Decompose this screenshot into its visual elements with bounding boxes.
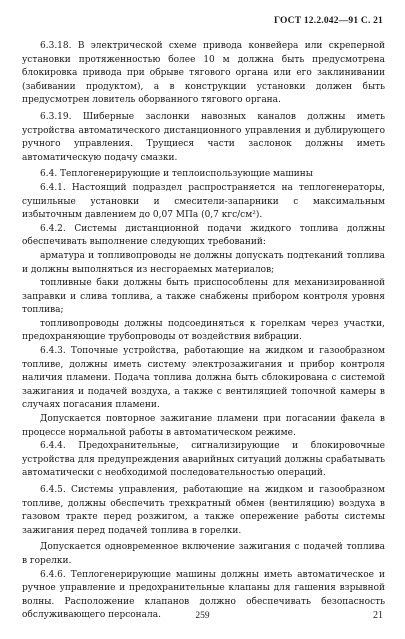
paragraph-reignition: Допускается повторное зажигание пламени при погасании факела в процессе нормальной работы в автоматическом режиме. — [22, 414, 385, 438]
sheet-number: 21 — [373, 610, 383, 621]
list-item-pipes: топливопроводы должны подсоединяться к горелкам через участки, предохраняющие трубопроводы от воздействия вибрации. — [22, 318, 385, 343]
paragraph-6-3-18: 6.3.18. В электрической схеме привода конвейера или скреперной установки протяженностью более 10 м должна быть предусмотрена блокировка привода при обрыве тягового органа или его заклинивании (забивании продуктом), а в конструкции установки должен быть предусмотрен ловитель оборванного тягового органа. — [22, 41, 385, 106]
paragraph-6-4-5: 6.4.5. Системы управления, работающие на жидком и газообразном топливе, должны обеспечить трехкратный обмен (вентиляцию) воздуха в газовом тракте перед розжигом, а также опережение работы системы зажигания перед подачей топлива в горелки. — [22, 485, 385, 536]
running-head: ГОСТ 12.2.042—91 С. 21 — [273, 16, 383, 26]
paragraph-6-4-4: 6.4.4. Предохранительные, сигнализирующие и блокировочные устройства для предупреждения аварийных ситуаций должны срабатывать автоматически с необходимой последовательностью операций. — [22, 441, 385, 479]
list-item-tanks: топливные баки должны быть приспособлены для механизированной заправки и слива топлива, а также снабжены прибором контроля уровня топлива; — [22, 278, 385, 316]
paragraph-simultaneous: Допускается одновременное включение зажигания с подачей топлива в горелки. — [22, 542, 385, 566]
paragraph-6-4-2: 6.4.2. Системы дистанционной подачи жидкого топлива должны обеспечивать выполнение следующих требований: — [22, 223, 385, 248]
paragraph-6-4-3: 6.4.3. Топочные устройства, работающие на жидком и газообразном топливе, должны иметь систему электрозажигания и прибор контроля наличия пламени. Подача топлива должна быть сблокирована с системой зажигания и подачей воздуха, а также с вентиляцией топочной камеры в случаях погасания пламени. — [22, 346, 385, 411]
paragraph-6-4-6: 6.4.6. Теплогенерирующие машины должны иметь автоматическое и ручное управление и предохранительные клапаны для гашения взрывной волны. Расположение клапанов должно обеспечивать безопасность обслуживающего персонала. — [22, 569, 385, 621]
document-body — [22, 40, 385, 623]
page-number: 259 — [195, 611, 210, 621]
section-heading-6-4: 6.4. Теплогенерирующие и теплоиспользующие машины — [40, 169, 313, 180]
paragraph-6-3-19: 6.3.19. Шиберные заслонки навозных каналов должны иметь устройства автоматического дистанционного управления и дублирующего ручного управления. Трущиеся части заслонок должны иметь автоматическую подачу смазки. — [22, 111, 385, 163]
paragraph-6-4-1: 6.4.1. Настоящий подраздел распространяется на теплогенераторы, сушильные установки и смесители-запарники с максимальным избыточным давлением до 0,07 МПа (0,7 кгс/см²). — [22, 182, 385, 221]
list-item-armatura: арматура и топливопроводы не должны допускать подтеканий топлива и должны выполняться из несгораемых материалов; — [22, 250, 385, 275]
